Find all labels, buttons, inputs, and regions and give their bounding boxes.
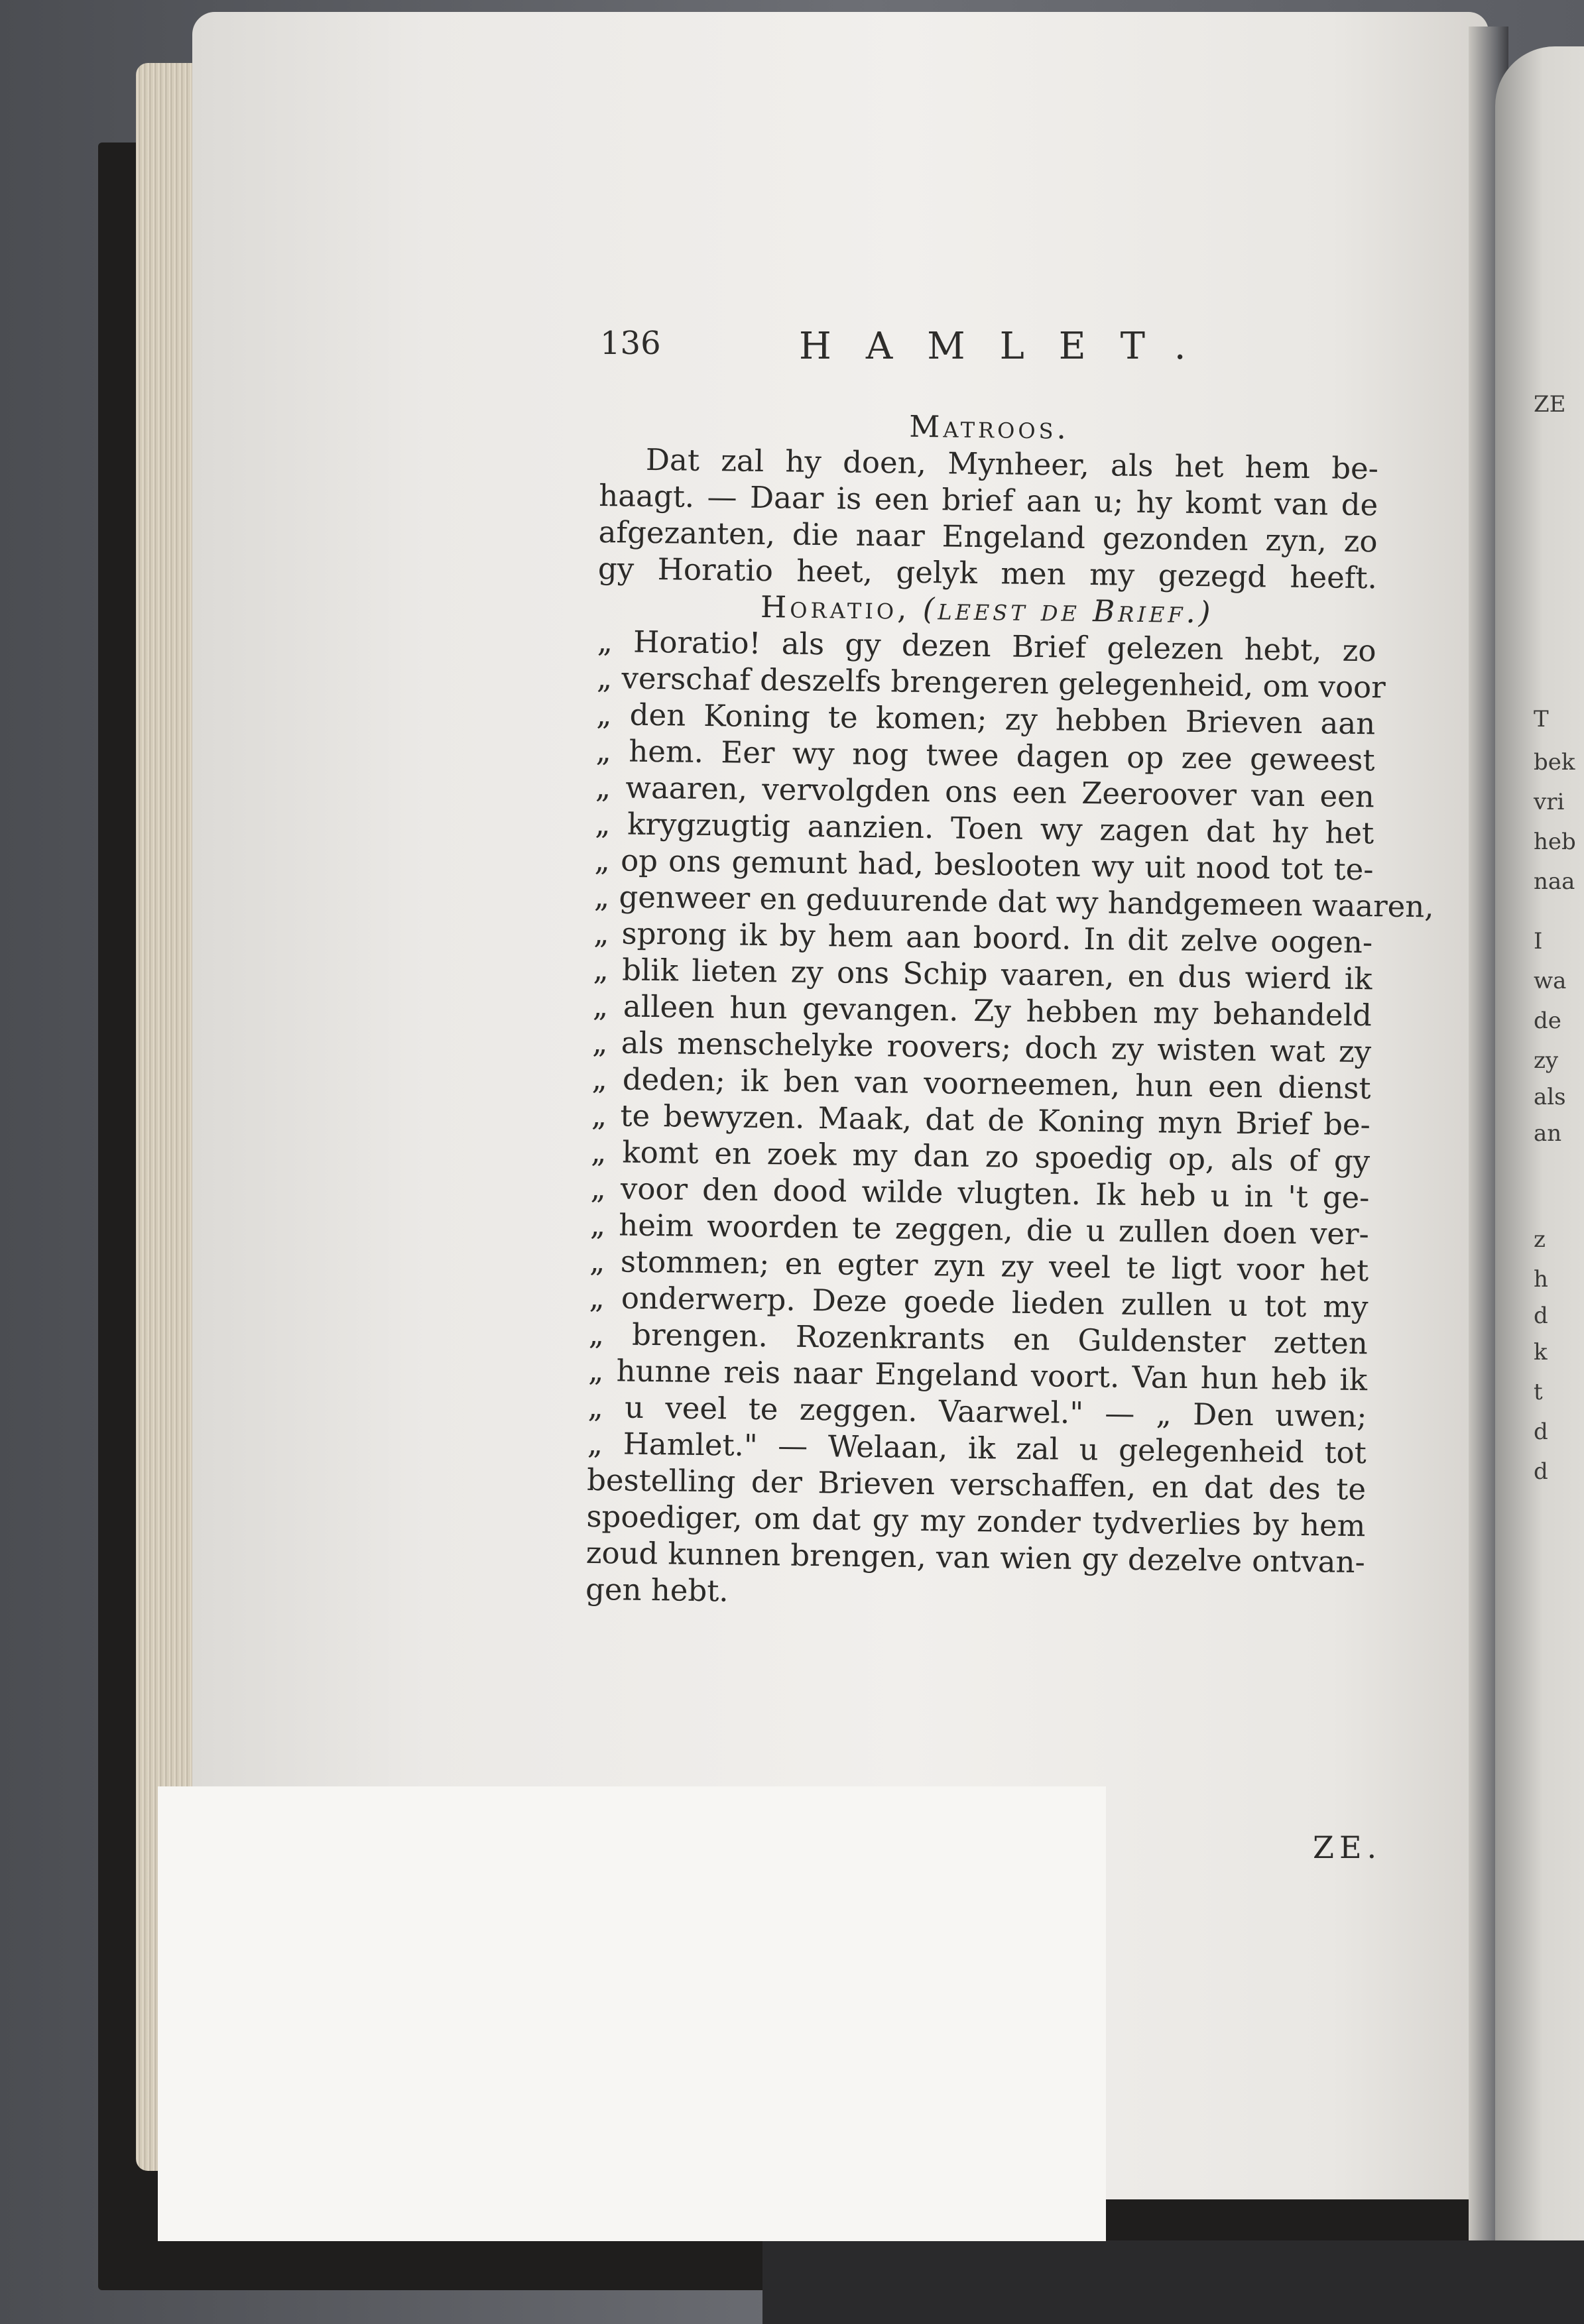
facing-fragment: k <box>1534 1339 1548 1365</box>
text-line: „ blik lieten zy ons Schip vaaren, en dus wierd ik <box>593 951 1372 997</box>
text-line: „ verschaf deszelfs brengeren gelegenheid, om voor <box>596 660 1386 705</box>
speaker-name: Matroos. <box>909 408 1070 446</box>
text-line: zoud kunnen brengen, van wien gy dezelve ontvan- <box>585 1535 1366 1580</box>
facing-fragment: heb <box>1534 829 1576 855</box>
catchword: ZE. <box>1313 1830 1382 1865</box>
facing-fragment: wa <box>1534 968 1567 994</box>
facing-fragment: ZE <box>1534 391 1566 418</box>
facing-fragment: t <box>1534 1379 1543 1405</box>
text-line: „ hem. Eer wy nog twee dagen op zee geweest <box>595 732 1375 778</box>
text-line: haagt. — Daar is een brief aan u; hy komt van de <box>598 477 1378 523</box>
text-line: „ stommen; en egter zyn zy veel te ligt voor het <box>589 1243 1369 1289</box>
text-line: spoediger, om dat gy my zonder tydverlies by hem <box>586 1498 1366 1544</box>
facing-fragment: als <box>1534 1084 1566 1110</box>
stage-direction: (leest de Brief.) <box>922 591 1214 630</box>
text-line: „ alleen hun gevangen. Zy hebben my behandeld <box>592 988 1372 1033</box>
text-line: „ op ons gemunt had, besl​ooten wy uit nood tot te- <box>594 842 1374 888</box>
facing-fragment: d <box>1534 1458 1548 1485</box>
redaction-box <box>158 1786 1106 2241</box>
facing-fragment: d <box>1534 1419 1548 1445</box>
facing-fragment: naa <box>1534 868 1575 895</box>
facing-fragment: h <box>1534 1266 1548 1293</box>
facing-fragment: vri <box>1534 789 1565 815</box>
speaker-name: Horatio, <box>760 589 910 626</box>
text-line: „ brengen. Rozenkrants en Guldenster zetten <box>588 1316 1369 1362</box>
text-line: afgezanten, die naar Engeland gezonden zyn, zo <box>598 514 1378 559</box>
text-line: „ Hamlet." — Welaan, ik zal u gelegenheid tot <box>587 1425 1367 1471</box>
text-line: bestelling der Brieven verschaffen, en dat des te <box>586 1462 1367 1507</box>
text-line: „ heim woorden te zeggen, die u zullen doen ver- <box>589 1206 1370 1252</box>
text-line: „ voor den dood wilde vlugten. Ik heb u in 't ge- <box>590 1170 1370 1216</box>
text-line: „ den Koning te komen; zy hebben Brieven aan <box>595 696 1376 742</box>
bottom-cover-edge <box>762 2240 1584 2324</box>
facing-page <box>1495 46 1584 2324</box>
text-line: Dat zal hy doen, Mynheer, als het hem be- <box>645 441 1379 487</box>
text-line: „ onderwerp. Deze goede lieden zullen u tot my <box>589 1279 1369 1325</box>
page-header <box>600 325 1396 378</box>
facing-fragment: de <box>1534 1008 1561 1034</box>
page-number: 136 <box>600 325 661 362</box>
running-title: HAMLET. <box>799 325 1221 368</box>
text-line: „ u veel te zeggen. Vaarwel." — „ Den uwen; <box>587 1389 1367 1434</box>
text-line: „ waaren, vervolgden ons een Zeeroover van een <box>595 769 1375 815</box>
facing-fragment: T <box>1534 706 1549 732</box>
text-line: „ als menschelyke roovers; doch zy wisten wat zy <box>591 1024 1372 1070</box>
page-text <box>585 404 1434 1617</box>
text-line: „ krygzugtig aanzien. Toen wy zagen dat hy het <box>594 805 1374 851</box>
text-line: „ Horatio! als gy dezen Brief gelezen hebt, zo <box>597 623 1376 669</box>
text-line: „ sprong ik by hem aan boord. In dit zelve oogen- <box>593 915 1373 960</box>
facing-fragment: z <box>1534 1226 1546 1253</box>
text-line: „ genweer en geduurende dat wy handgemeen waaren, <box>593 878 1434 925</box>
facing-fragment: I <box>1534 928 1543 955</box>
facing-fragment: d <box>1534 1303 1548 1329</box>
facing-fragment: an <box>1534 1120 1562 1147</box>
text-line: gen hebt. <box>585 1571 729 1609</box>
text-line: „ deden; ik ben van voorneemen, hun een dienst <box>591 1061 1371 1106</box>
facing-fragment: zy <box>1534 1047 1559 1074</box>
text-line: „ hunne reis naar Engeland voort. Van hun heb ik <box>587 1352 1368 1398</box>
text-line: „ te bewyzen. Maak, dat de Koning myn Brief be- <box>591 1097 1371 1143</box>
text-line: gy Horatio heet, gelyk men my gezegd heeft. <box>597 550 1378 596</box>
text-line: „ komt en zoek my dan zo spoedig op, als of gy <box>590 1133 1371 1179</box>
facing-fragment: bek <box>1534 749 1575 776</box>
